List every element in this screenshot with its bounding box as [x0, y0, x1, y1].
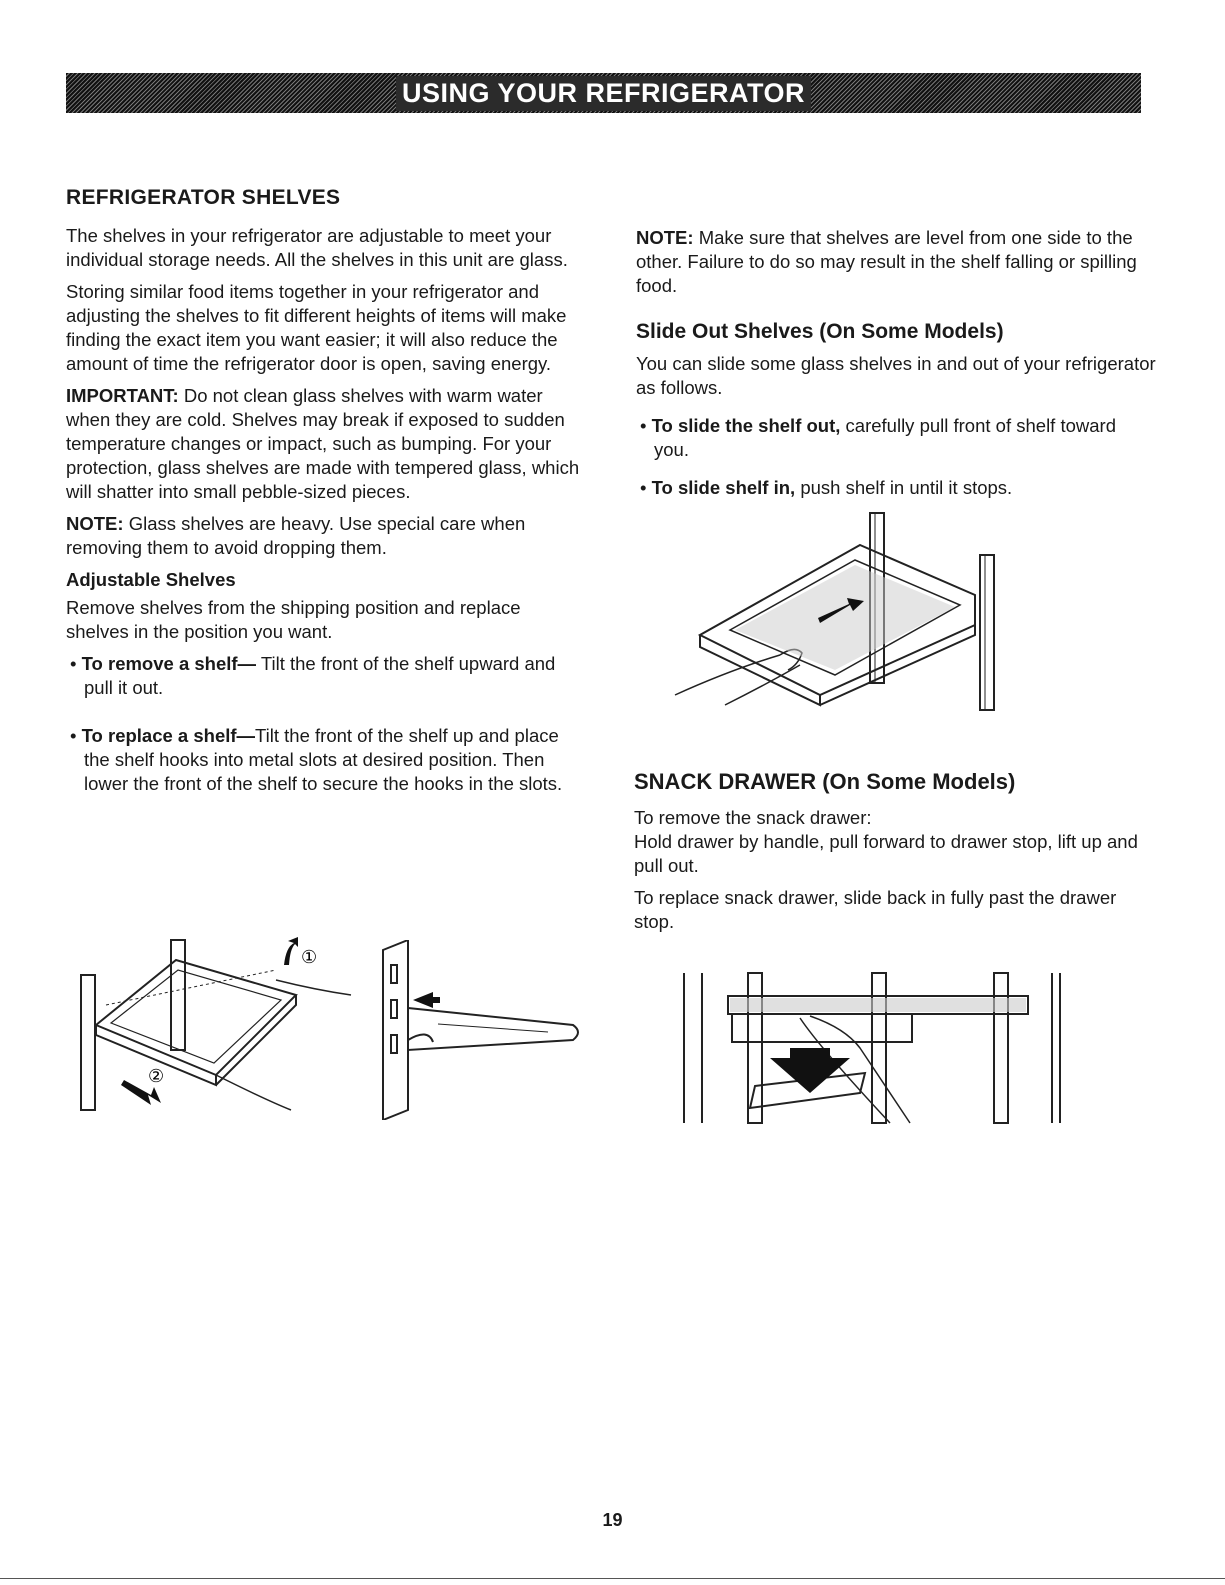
shelf-hook-illustration [378, 940, 588, 1120]
curved-arrow-icon [284, 937, 298, 965]
left-column [66, 186, 586, 804]
bullet-remove-text: Tilt the front of the shelf upward and pull it out. [84, 653, 556, 698]
important-paragraph [66, 384, 586, 504]
right-column [636, 226, 1156, 508]
level-note-text: Make sure that shelves are level from one side to the other. Failure to do so may result in the shelf falling or spilling food. [636, 227, 1137, 296]
bullet-remove-label: To remove a shelf— [81, 653, 257, 674]
bullet-slide-out-label: To slide the shelf out, [651, 415, 841, 436]
adjustable-shelves-title: Adjustable Shelves [66, 569, 236, 590]
level-note-label: NOTE: [636, 227, 694, 248]
arrow-icon [413, 992, 440, 1008]
note-label: NOTE: [66, 513, 124, 534]
slide-out-shelves-title: Slide Out Shelves (On Some Models) [636, 320, 1004, 343]
footer-divider [0, 1578, 1225, 1579]
adjustable-shelf-illustration [76, 935, 366, 1115]
slide-out-intro: You can slide some glass shelves in and out of your refrigerator as follows. [636, 353, 1156, 398]
snack-drawer-title: SNACK DRAWER (On Some Models) [634, 769, 1016, 794]
header-banner [66, 73, 1141, 113]
callout-2: ② [148, 1066, 165, 1087]
section-title-refrigerator-shelves: REFRIGERATOR SHELVES [66, 186, 341, 209]
snack-drawer-replace: To replace snack drawer, slide back in fully past the drawer stop. [634, 887, 1117, 932]
note-paragraph [66, 512, 586, 560]
page-header-title: USING YOUR REFRIGERATOR [396, 76, 811, 111]
page-number: 19 [602, 1510, 623, 1530]
bullet-slide-in-text: push shelf in until it stops. [795, 477, 1013, 498]
snack-drawer-remove-steps: Hold drawer by handle, pull forward to drawer stop, lift up and pull out. [634, 831, 1138, 876]
snack-drawer-remove-intro: To remove the snack drawer: [634, 807, 872, 828]
arrow-down-icon [770, 1048, 850, 1093]
bullet-slide-in-label: To slide shelf in, [651, 477, 796, 498]
slide-out-shelf-illustration [670, 505, 1010, 715]
important-label: IMPORTANT: [66, 385, 179, 406]
note-text: Glass shelves are heavy. Use special care when removing them to avoid dropping them. [66, 513, 526, 558]
shelves-storing-paragraph: Storing similar food items together in your refrigerator and adjusting the shelves to fit different heights of items will make finding the exact item you want easier; it will also reduce the amount of time the refrigerator door is open, saving energy. [66, 281, 567, 374]
snack-drawer-section [634, 770, 1154, 942]
bullet-replace-shelf: • To replace a shelf—Tilt the front of the shelf up and place the shelf hooks into metal slots at desired position. Then lower the front of the shelf to secure the hooks in the slots. [70, 725, 563, 794]
important-text: Do not clean glass shelves with warm water when they are cold. Shelves may break if exposed to sudden temperature changes or impact, such as bumping. For your protection, glass shelves are made with tempered glass, which will shatter into small pebble-sized pieces. [66, 385, 580, 502]
bullet-slide-in: • To slide shelf in, push shelf in until it stops. [640, 477, 1013, 498]
level-note-paragraph [636, 226, 1156, 298]
bullet-slide-out-text: carefully pull front of shelf toward you. [654, 415, 1116, 460]
adjustable-shelves-text: Remove shelves from the shipping position and replace shelves in the position you want. [66, 597, 521, 642]
bullet-remove-shelf: • To remove a shelf— Tilt the front of the shelf upward and pull it out. [70, 653, 556, 698]
bullet-slide-out: • To slide the shelf out, carefully pull front of shelf toward you. [640, 415, 1116, 460]
callout-1: ① [301, 947, 318, 968]
bullet-replace-label: To replace a shelf— [81, 725, 256, 746]
snack-drawer-illustration [680, 968, 1065, 1128]
bullet-replace-text: Tilt the front of the shelf up and place the shelf hooks into metal slots at desired position. Then lower the front of the shelf to secure the hooks in the slots. [84, 725, 563, 794]
shelves-intro-paragraph: The shelves in your refrigerator are adjustable to meet your individual storage needs. All the shelves in this unit are glass. [66, 225, 568, 270]
